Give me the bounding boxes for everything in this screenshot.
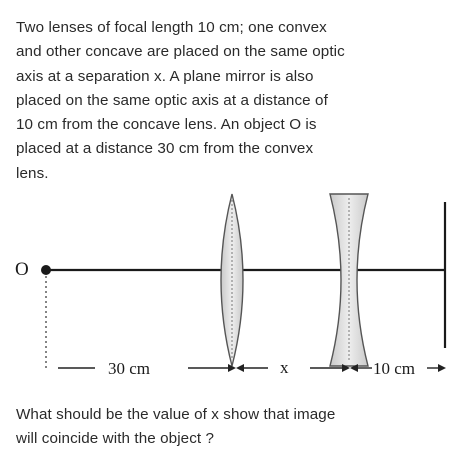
question-line-2: and other concave are placed on the same optic	[16, 43, 345, 61]
question-line-5: 10 cm from the concave lens. An object O is	[16, 116, 317, 134]
question-line-7: lens.	[16, 164, 49, 182]
question-text	[16, 16, 461, 186]
followup-line-1: What should be the value of x show that image	[16, 406, 336, 423]
followup-line-2: will coincide with the object ?	[16, 430, 215, 447]
followup-text	[16, 403, 461, 451]
arrowhead	[236, 364, 244, 372]
optics-diagram	[0, 188, 474, 394]
question-line-6: placed at a distance 30 cm from the convex	[16, 140, 314, 158]
dimension-10cm-label: 10 cm	[373, 359, 416, 378]
question-line-4: placed on the same optic axis at a distance of	[16, 91, 328, 109]
object-point	[41, 265, 51, 275]
arrowhead	[438, 364, 446, 372]
object-label: O	[15, 259, 29, 280]
dimension-x-label: x	[280, 358, 289, 377]
dimension-30cm-label: 30 cm	[108, 359, 151, 378]
question-line-1: Two lenses of focal length 10 cm; one convex	[16, 19, 327, 36]
question-line-3: axis at a separation x. A plane mirror is also	[16, 67, 314, 85]
